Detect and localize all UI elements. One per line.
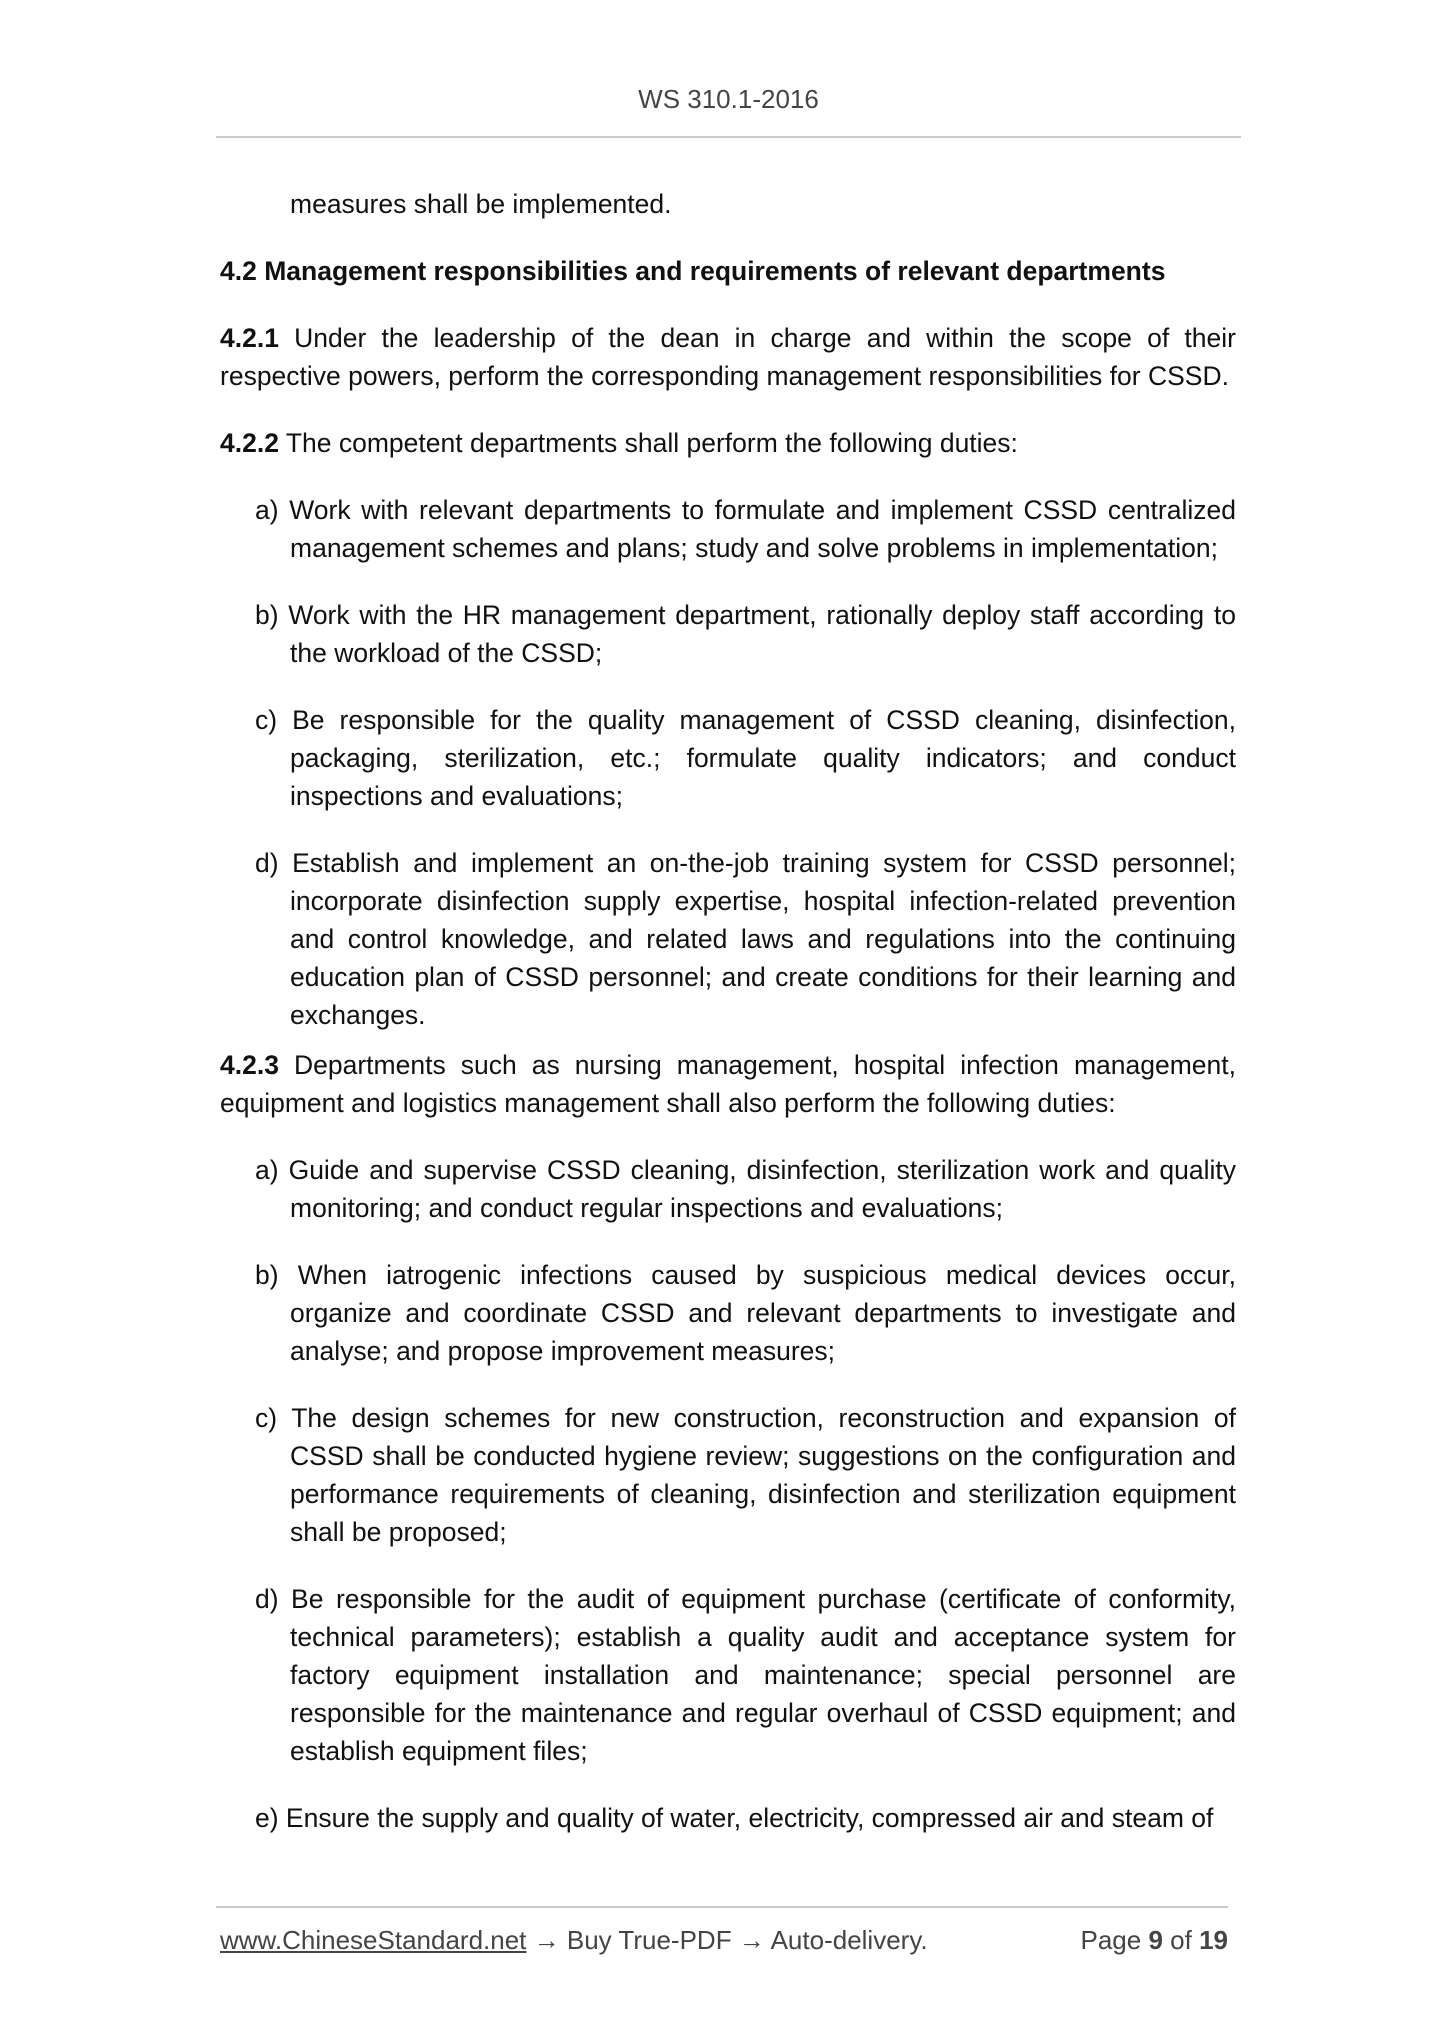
clause-text: Departments such as nursing management, hospital infection management, equipment and logistics management shall also perform the following duties: bbox=[220, 1050, 1236, 1118]
header-divider bbox=[216, 136, 1241, 138]
list-item: a) Work with relevant departments to formulate and implement CSSD centralized management schemes and plans; study and solve problems in implementation; bbox=[255, 495, 1236, 563]
list-item: c) Be responsible for the quality management of CSSD cleaning, disinfection, packaging, sterilization, etc.; formulate quality indicators; and conduct inspections and evaluations; bbox=[255, 705, 1236, 811]
clause-4-2-2 bbox=[220, 424, 1236, 462]
list-item: d) Establish and implement an on-the-job training system for CSSD personnel; incorporate disinfection supply expertise, hospital infection-related prevention and control knowledge, and related laws and regulations into the continuing education plan of CSSD personnel; and create conditions for their learning and exchanges. bbox=[255, 848, 1236, 1030]
current-page: 9 bbox=[1148, 1925, 1163, 1955]
page-header: WS 310.1-2016 bbox=[638, 84, 819, 114]
list-item: d) Be responsible for the audit of equipment purchase (certificate of conformity, technical parameters); establish a quality audit and acceptance system for factory equipment installation and maintenance; special personnel are responsible for the maintenance and regular overhaul of CSSD equipment; and establish equipment files; bbox=[255, 1584, 1236, 1766]
page-label: Page bbox=[1080, 1925, 1142, 1955]
list-item: b) When iatrogenic infections caused by suspicious medical devices occur, organize and coordinate CSSD and relevant departments to investigate and analyse; and propose improvement measures; bbox=[255, 1260, 1236, 1366]
continuation-text: measures shall be implemented. bbox=[290, 189, 672, 219]
list-item: e) Ensure the supply and quality of water, electricity, compressed air and steam of bbox=[255, 1803, 1214, 1833]
clause-text: Under the leadership of the dean in charge and within the scope of their respective powers, perform the corresponding management responsibilities for CSSD. bbox=[220, 323, 1236, 391]
clause-number: 4.2.2 bbox=[220, 428, 279, 458]
clause-number: 4.2.1 bbox=[220, 323, 279, 353]
clause-4-2-3 bbox=[220, 1046, 1236, 1122]
website-link[interactable]: www.ChineseStandard.net bbox=[220, 1925, 527, 1955]
of-label: of bbox=[1170, 1925, 1192, 1955]
arrow-right-icon: → bbox=[533, 1925, 560, 1955]
list-item: b) Work with the HR management department, rationally deploy staff according to the workload of the CSSD; bbox=[255, 600, 1236, 668]
arrow-right-icon: → bbox=[738, 1925, 765, 1955]
list-item: c) The design schemes for new construction, reconstruction and expansion of CSSD shall be conducted hygiene review; suggestions on the configuration and performance requirements of cleaning, disinfection and sterilization equipment shall be proposed; bbox=[255, 1403, 1236, 1547]
footer-divider bbox=[216, 1906, 1228, 1908]
section-heading: 4.2 Management responsibilities and requirements of relevant departments bbox=[220, 256, 1166, 286]
page-body bbox=[220, 185, 1236, 1866]
total-pages: 19 bbox=[1199, 1925, 1228, 1955]
clause-number: 4.2.3 bbox=[220, 1050, 279, 1080]
page-counter bbox=[1080, 1925, 1228, 1956]
clause-4-2-1 bbox=[220, 319, 1236, 395]
buy-text: Buy True-PDF bbox=[559, 1925, 739, 1955]
clause-text: The competent departments shall perform the following duties: bbox=[278, 428, 1018, 458]
delivery-text: Auto-delivery. bbox=[764, 1925, 928, 1955]
page-footer bbox=[220, 1925, 1228, 1956]
list-item: a) Guide and supervise CSSD cleaning, disinfection, sterilization work and quality monitoring; and conduct regular inspections and evaluations; bbox=[255, 1155, 1236, 1223]
